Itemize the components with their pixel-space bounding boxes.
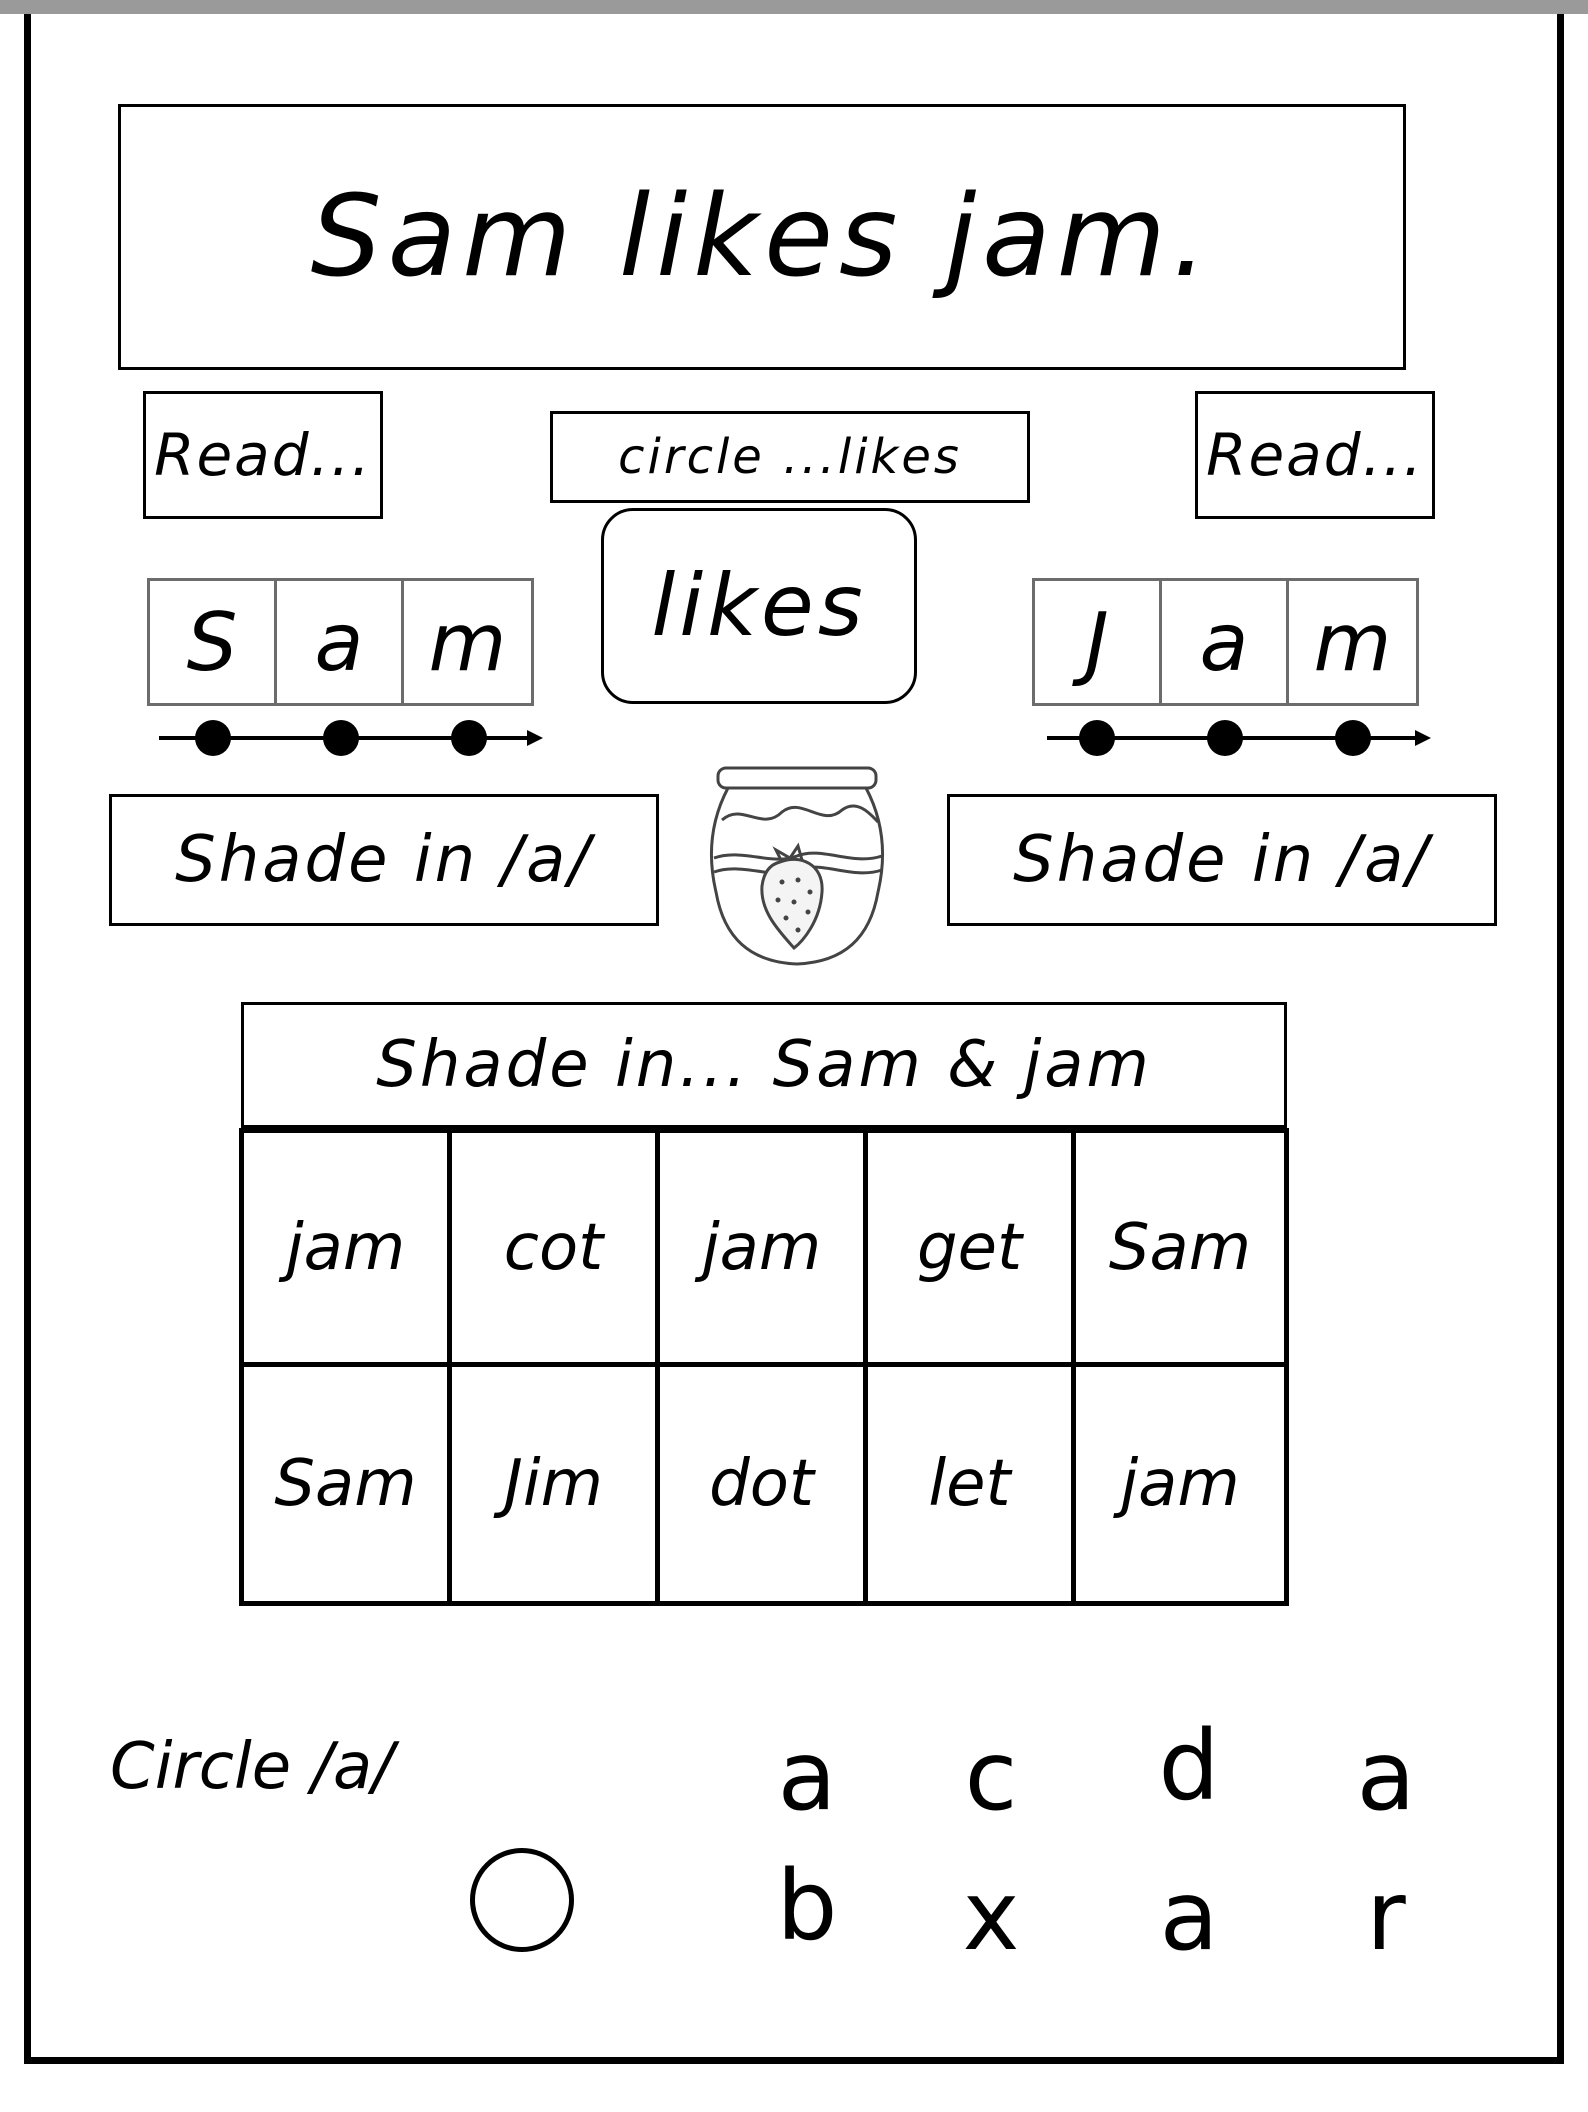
grid-cell[interactable]: Jim	[452, 1367, 660, 1601]
word-grid	[239, 1128, 1289, 1606]
likes-word: likes	[651, 556, 867, 656]
sentence-title: Sam likes jam.	[310, 172, 1214, 302]
shade-right-label: Shade in /a/	[1013, 823, 1431, 897]
letter-cell[interactable]: m	[428, 595, 507, 689]
letter-option[interactable]: b	[776, 1850, 838, 1962]
grid-cell[interactable]: jam	[660, 1133, 868, 1367]
letter-cell[interactable]: a	[1162, 581, 1289, 703]
sentence-title-box	[118, 104, 1406, 370]
grid-cell[interactable]: get	[868, 1133, 1076, 1367]
letter-cell[interactable]: J	[1035, 581, 1162, 703]
letter-cell[interactable]: a	[277, 581, 404, 703]
read-left-label: Read...	[154, 421, 372, 489]
letter-option[interactable]: a	[777, 1720, 837, 1832]
letter-cell[interactable]: m	[1313, 595, 1392, 689]
read-right-box	[1195, 391, 1435, 519]
grid-cell[interactable]: Sam	[1076, 1133, 1284, 1367]
top-bar	[0, 0, 1588, 14]
word-jam-cells	[1032, 578, 1419, 706]
grid-cell[interactable]: let	[868, 1367, 1076, 1601]
letter-option[interactable]: a	[1356, 1720, 1416, 1832]
word-sam-cells	[147, 578, 534, 706]
sound-arrow-right	[1043, 716, 1433, 760]
grid-cell[interactable]: dot	[660, 1367, 868, 1601]
read-right-label: Read...	[1206, 421, 1424, 489]
sound-arrow-left	[155, 716, 545, 760]
grid-title: Shade in... Sam & jam	[376, 1028, 1152, 1102]
letter-option[interactable]: c	[964, 1720, 1018, 1832]
circle-a-label: Circle /a/	[110, 1730, 394, 1804]
shade-right-box	[947, 794, 1497, 926]
letter-option[interactable]: r	[1366, 1860, 1406, 1972]
grid-cell[interactable]: jam	[1120, 1447, 1240, 1521]
circle-likes-box	[550, 411, 1030, 503]
grid-title-box	[241, 1002, 1287, 1128]
letter-option[interactable]: x	[962, 1860, 1020, 1972]
read-left-box	[143, 391, 383, 519]
shade-left-box	[109, 794, 659, 926]
grid-cell[interactable]: cot	[452, 1133, 660, 1367]
letter-cell[interactable]: S	[150, 581, 277, 703]
grid-cell[interactable]: jam	[244, 1133, 452, 1367]
circle-likes-label: circle ...likes	[618, 429, 962, 485]
jam-jar-icon	[702, 762, 892, 970]
grid-cell[interactable]: Sam	[244, 1367, 452, 1601]
shade-left-label: Shade in /a/	[175, 823, 593, 897]
example-circle-icon	[470, 1848, 574, 1952]
letter-option[interactable]: d	[1158, 1710, 1220, 1822]
letter-option[interactable]: a	[1159, 1860, 1219, 1972]
likes-word-box[interactable]	[601, 508, 917, 704]
